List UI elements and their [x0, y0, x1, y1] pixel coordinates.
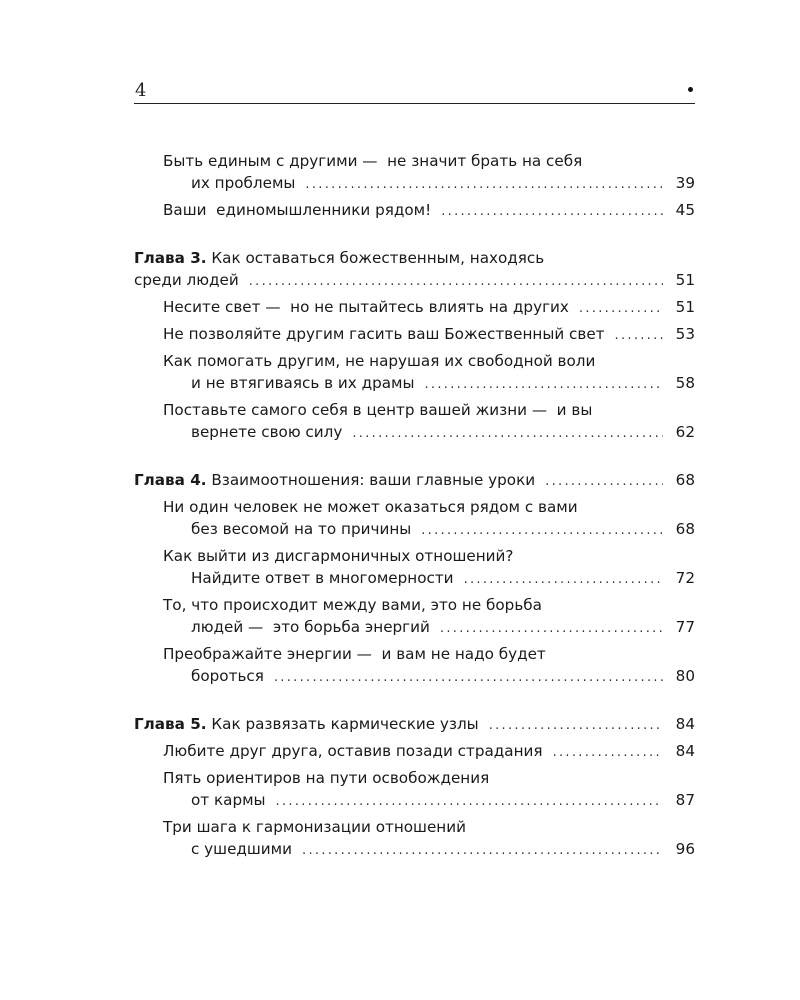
- dot-leader: [352, 423, 663, 445]
- entry-title-line: без весомой на то причины: [191, 520, 412, 538]
- entry-page: 51: [675, 271, 695, 289]
- entry-page: 72: [675, 569, 695, 587]
- entry-page: 96: [675, 840, 695, 858]
- toc-entry[interactable]: [134, 323, 695, 345]
- entry-title-line: с ушедшими: [191, 840, 293, 858]
- dot-leader: [464, 569, 663, 591]
- entry-page: 87: [675, 791, 695, 809]
- entry-title-line: То, что происходит между вами, это не борьба: [163, 596, 542, 614]
- entry-title-line: их проблемы: [191, 174, 296, 192]
- entry-title-line: Ваши единомышленники рядом!: [163, 201, 432, 219]
- toc-entry[interactable]: [134, 399, 695, 443]
- toc-entry[interactable]: [134, 199, 695, 221]
- dot-leader: [440, 618, 663, 640]
- toc-entry[interactable]: [134, 767, 695, 811]
- entry-title-line: Любите друг друга, оставив позади страдания: [163, 742, 543, 760]
- entry-page: 53: [675, 325, 695, 343]
- entry-page: 68: [675, 471, 695, 489]
- dot-leader: [545, 471, 663, 493]
- dot-leader: [274, 667, 663, 689]
- entry-title-line: Пять ориентиров на пути освобождения: [163, 769, 490, 787]
- page-number: 4: [135, 80, 147, 101]
- entry-title-line: Быть единым с другими — не значит брать на себя: [163, 152, 583, 170]
- toc-entry[interactable]: [134, 643, 695, 687]
- entry-page: 80: [675, 667, 695, 685]
- entry-title-line: Как помогать другим, не нарушая их свободной воли: [163, 352, 596, 370]
- entry-title-line: Как выйти из дисгармоничных отношений?: [163, 547, 514, 565]
- entry-title-line: Найдите ответ в многомерности: [191, 569, 454, 587]
- entry-title-line: Поставьте самого себя в центр вашей жизни — и вы: [163, 401, 593, 419]
- toc-chapter[interactable]: [134, 247, 695, 291]
- entry-title-line: Не позволяйте другим гасить ваш Божественный свет: [163, 325, 605, 343]
- chapter-title-line: среди людей: [134, 271, 239, 289]
- chapter-title-line: Взаимоотношения: ваши главные уроки: [211, 471, 536, 489]
- toc-entry[interactable]: [134, 496, 695, 540]
- entry-title-line: и не втягиваясь в их драмы: [191, 374, 415, 392]
- entry-page: 84: [675, 715, 695, 733]
- toc-entry[interactable]: [134, 545, 695, 589]
- entry-title-line: Несите свет — но не пытайтесь влиять на других: [163, 298, 569, 316]
- chapter-title-line: Как развязать кармические узлы: [211, 715, 479, 733]
- header-rule: [134, 103, 695, 104]
- chapter-title-line: Как оставаться божественным, находясь: [211, 249, 545, 267]
- dot-leader: [249, 271, 663, 293]
- entry-page: 58: [675, 374, 695, 392]
- toc-entry[interactable]: [134, 150, 695, 194]
- dot-leader: [441, 201, 663, 223]
- entry-page: 77: [675, 618, 695, 636]
- dot-leader: [421, 520, 663, 542]
- table-of-contents: [134, 150, 695, 860]
- dot-leader: [553, 742, 663, 764]
- chapter-label: Глава 5.: [134, 715, 207, 733]
- entry-title-line: бороться: [191, 667, 264, 685]
- dot-leader: [579, 298, 663, 320]
- toc-entry[interactable]: [134, 594, 695, 638]
- entry-page: 39: [675, 174, 695, 192]
- entry-page: 51: [675, 298, 695, 316]
- toc-entry[interactable]: [134, 350, 695, 394]
- bullet-icon: [688, 87, 693, 92]
- toc-entry[interactable]: [134, 816, 695, 860]
- entry-page: 68: [675, 520, 695, 538]
- dot-leader: [489, 715, 663, 737]
- dot-leader: [615, 325, 663, 347]
- toc-entry[interactable]: [134, 296, 695, 318]
- chapter-label: Глава 3.: [134, 249, 207, 267]
- entry-title-line: Три шага к гармонизации отношений: [163, 818, 466, 836]
- entry-page: 84: [675, 742, 695, 760]
- entry-title-line: вернете свою силу: [191, 423, 343, 441]
- dot-leader: [424, 374, 663, 396]
- dot-leader: [305, 174, 663, 196]
- entry-title-line: Преображайте энергии — и вам не надо будет: [163, 645, 546, 663]
- entry-page: 62: [675, 423, 695, 441]
- chapter-label: Глава 4.: [134, 471, 207, 489]
- dot-leader: [302, 840, 663, 862]
- dot-leader: [276, 791, 663, 813]
- entry-title-line: Ни один человек не может оказаться рядом с вами: [163, 498, 578, 516]
- entry-title-line: от кармы: [191, 791, 266, 809]
- toc-chapter[interactable]: [134, 713, 695, 735]
- toc-chapter[interactable]: [134, 469, 695, 491]
- entry-title-line: людей — это борьба энергий: [191, 618, 430, 636]
- entry-page: 45: [675, 201, 695, 219]
- page-header: [134, 80, 695, 106]
- toc-entry[interactable]: [134, 740, 695, 762]
